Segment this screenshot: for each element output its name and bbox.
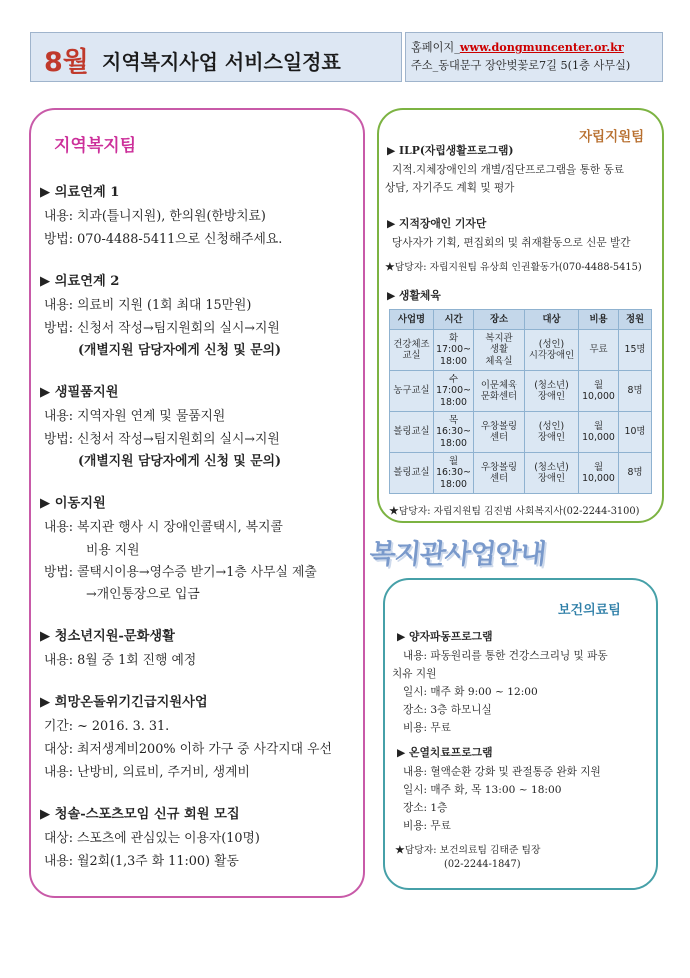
emergency-support-title: ▶ 희망온돌위기긴급지원사업 <box>40 695 208 710</box>
quantum-content-cont: 치유 지원 <box>392 668 437 680</box>
table-cell: 8명 <box>619 453 652 494</box>
table-cell: 월 10,000 <box>579 371 619 412</box>
independence-support-team-title: 자립지원팀 <box>579 129 645 145</box>
homepage-link[interactable]: www.dongmuncenter.or.kr <box>459 40 624 54</box>
health-contact: ★담당자: 보건의료팀 김태준 팀장 <box>395 845 541 856</box>
thermal-time: 일시: 매주 화, 목 13:00 ~ 18:00 <box>403 784 562 796</box>
table-cell: 8명 <box>619 371 652 412</box>
youth-culture-content: 내용: 8월 중 1회 진행 예정 <box>44 653 197 668</box>
thermal-cost: 비용: 무료 <box>403 820 451 832</box>
table-row <box>390 412 652 453</box>
quantum-time: 일시: 매주 화 9:00 ~ 12:00 <box>403 686 538 698</box>
quantum-cost: 비용: 무료 <box>403 722 451 734</box>
medical-link-2-content: 내용: 의료비 지원 (1회 최대 15만원) <box>44 298 252 313</box>
sports-contact: ★담당자: 자립지원팀 김진범 사회복지사(02-2244-3100) <box>389 506 640 517</box>
month-label: 8월 <box>44 47 89 78</box>
medical-link-2-title: ▶ 의료연계 2 <box>40 274 120 289</box>
table-header-cell: 대상 <box>525 310 579 330</box>
quantum-program-title: ▶ 양자파동프로그램 <box>397 630 493 643</box>
table-cell: 수 17:00~ 18:00 <box>434 371 474 412</box>
quantum-place: 장소: 3층 하모니실 <box>403 704 492 716</box>
thermal-content: 내용: 혈액순환 강화 및 관절통증 완화 지원 <box>403 766 601 778</box>
necessities-note: (개별지원 담당자에게 신청 및 문의) <box>78 454 281 469</box>
sports-club-content: 내용: 월2회(1,3주 화 11:00) 활동 <box>44 854 239 869</box>
homepage-label: 홈페이지_ <box>411 41 460 54</box>
address-line: 주소_동대문구 장안벚꽃로7길 5(1층 사무실) <box>411 59 631 72</box>
table-cell: 복지관 생활 체육실 <box>474 330 525 371</box>
ilp-line-1: 지적.지체장애인의 개별/집단프로그램을 통한 동료 <box>392 164 624 176</box>
table-header-cell: 시간 <box>434 310 474 330</box>
table-cell: 이문체육 문화센터 <box>474 371 525 412</box>
table-header-cell: 비용 <box>579 310 619 330</box>
table-cell: 목 16:30~ 18:00 <box>434 412 474 453</box>
medical-link-2-note: (개별지원 담당자에게 신청 및 문의) <box>78 343 281 358</box>
necessities-content: 내용: 지역자원 연계 및 물품지원 <box>44 409 226 424</box>
table-cell: 볼링교실 <box>390 412 434 453</box>
table-header-cell: 정원 <box>619 310 652 330</box>
page-title: 지역복지사업 서비스일정표 <box>102 50 341 74</box>
sports-schedule-table <box>389 309 652 494</box>
medical-link-1-method: 방법: 070-4488-5411으로 신청해주세요. <box>44 232 283 247</box>
table-cell: 15명 <box>619 330 652 371</box>
medical-link-1-title: ▶ 의료연계 1 <box>40 185 120 200</box>
sports-title: ▶ 생활체육 <box>387 289 441 302</box>
reporters-title: ▶ 지적장애인 기자단 <box>387 217 487 230</box>
table-row <box>390 371 652 412</box>
table-cell: 우창볼링 센터 <box>474 453 525 494</box>
table-header-row <box>390 310 652 330</box>
table-cell: 농구교실 <box>390 371 434 412</box>
reporters-line-1: 당사자가 기획, 편집회의 및 취재활동으로 신문 발간 <box>392 237 631 249</box>
watermark-text: 복지관사업안내 <box>368 539 547 570</box>
table-cell: 우창볼링 센터 <box>474 412 525 453</box>
table-cell: (청소년) 장애인 <box>525 371 579 412</box>
mobility-method-cont: →개인통장으로 입금 <box>86 587 200 602</box>
sports-club-target: 대상: 스포츠에 관심있는 이용자(10명) <box>44 831 260 846</box>
youth-culture-title: ▶ 청소년지원-문화생활 <box>40 629 175 644</box>
thermal-place: 장소: 1층 <box>403 802 448 814</box>
necessities-method: 방법: 신청서 작성→팀지원회의 실시→지원 <box>44 432 280 447</box>
table-cell: 볼링교실 <box>390 453 434 494</box>
sports-club-title: ▶ 청솔-스포츠모임 신규 회원 모집 <box>40 807 240 822</box>
medical-link-2-method: 방법: 신청서 작성→팀지원회의 실시→지원 <box>44 321 280 336</box>
thermal-program-title: ▶ 온열치료프로그램 <box>397 746 493 759</box>
table-cell: 월 16:30~ 18:00 <box>434 453 474 494</box>
homepage-line <box>411 39 624 55</box>
emergency-support-content: 내용: 난방비, 의료비, 주거비, 생계비 <box>44 765 250 780</box>
table-cell: (청소년) 장애인 <box>525 453 579 494</box>
emergency-support-target: 대상: 최저생계비200% 이하 가구 중 사각지대 우선 <box>44 742 332 757</box>
table-cell: 화 17:00~ 18:00 <box>434 330 474 371</box>
community-welfare-team-title: 지역복지팀 <box>54 136 137 156</box>
health-care-team-title: 보건의료팀 <box>558 603 621 618</box>
ilp-line-2: 상담, 자기주도 계획 및 평가 <box>385 182 515 194</box>
table-cell: 월 10,000 <box>579 412 619 453</box>
table-cell: 월 10,000 <box>579 453 619 494</box>
emergency-support-period: 기간: ~ 2016. 3. 31. <box>44 719 170 734</box>
table-row <box>390 330 652 371</box>
table-cell: (성인) 시각장애인 <box>525 330 579 371</box>
table-cell: 10명 <box>619 412 652 453</box>
table-row <box>390 453 652 494</box>
table-cell: (성인) 장애인 <box>525 412 579 453</box>
mobility-method: 방법: 콜택시이용→영수증 받기→1층 사무실 제출 <box>44 565 317 580</box>
necessities-title: ▶ 생필품지원 <box>40 385 119 400</box>
medical-link-1-content: 내용: 치과(틀니지원), 한의원(한방치료) <box>44 209 266 224</box>
mobility-content: 내용: 복지관 행사 시 장애인콜택시, 복지콜 <box>44 520 283 535</box>
health-contact-phone: (02-2244-1847) <box>444 859 521 870</box>
table-cell: 무료 <box>579 330 619 371</box>
reporters-contact: ★담당자: 자립지원팀 유상희 인권활동가(070-4488-5415) <box>385 262 642 273</box>
quantum-content: 내용: 파동원리를 통한 건강스크리닝 및 파동 <box>403 650 608 662</box>
table-cell: 건강체조 교실 <box>390 330 434 371</box>
mobility-content-cont: 비용 지원 <box>86 543 140 558</box>
mobility-title: ▶ 이동지원 <box>40 496 106 511</box>
table-header-cell: 장소 <box>474 310 525 330</box>
table-header-cell: 사업명 <box>390 310 434 330</box>
ilp-title: ▶ ILP(자립생활프로그램) <box>387 144 514 157</box>
